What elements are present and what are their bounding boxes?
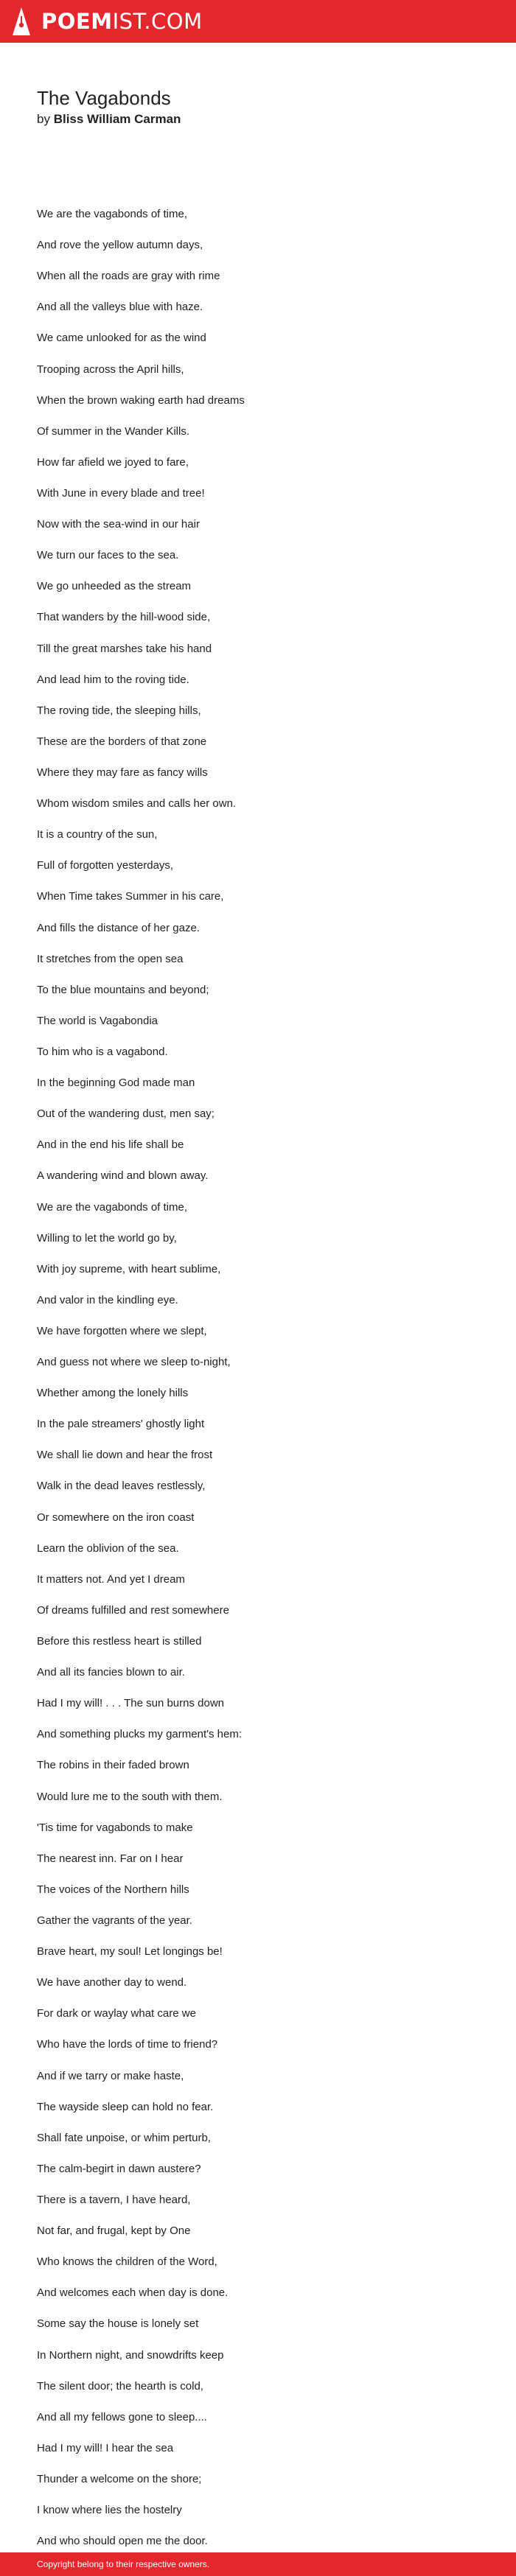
poem-line: We have forgotten where we slept, xyxy=(37,1324,207,1337)
poem-line: Out of the wandering dust, men say; xyxy=(37,1107,215,1121)
poem-line: Where they may fare as fancy wills xyxy=(37,766,208,779)
poem-line: Till the great marshes take his hand xyxy=(37,642,212,655)
poem-line: Shall fate unpoise, or whim perturb, xyxy=(37,2131,211,2144)
poem-line: And all its fancies blown to air. xyxy=(37,1666,185,1679)
poem-line: It matters not. And yet I dream xyxy=(37,1572,185,1586)
poem-line: The world is Vagabondia xyxy=(37,1014,158,1027)
poem-line: Who knows the children of the Word, xyxy=(37,2255,217,2269)
logo-light-text: IST.COM xyxy=(112,9,203,34)
site-logo[interactable] xyxy=(41,9,203,34)
poem-line: Before this restless heart is stilled xyxy=(37,1635,202,1648)
pen-nib-icon[interactable] xyxy=(12,7,31,36)
poem-line: The wayside sleep can hold no fear. xyxy=(37,2100,214,2113)
poem-line: When Time takes Summer in his care, xyxy=(37,890,224,903)
poem-line: Or somewhere on the iron coast xyxy=(37,1511,195,1524)
poem-line: Learn the oblivion of the sea. xyxy=(37,1541,179,1555)
poem-line: The calm-begirt in dawn austere? xyxy=(37,2162,201,2175)
poem-title: The Vagabonds xyxy=(37,87,171,109)
poem-line: When all the roads are gray with rime xyxy=(37,270,220,283)
poem-line: With joy supreme, with heart sublime, xyxy=(37,1262,221,1275)
poem-line: Some say the house is lonely set xyxy=(37,2317,199,2331)
poem-line: And who should open me the door. xyxy=(37,2535,208,2548)
poem-line: With June in every blade and tree! xyxy=(37,486,205,500)
poem-line: And rove the yellow autumn days, xyxy=(37,239,203,252)
poem-line: To the blue mountains and beyond; xyxy=(37,983,209,996)
poem-line: And lead him to the roving tide. xyxy=(37,673,189,686)
poem-line: For dark or waylay what care we xyxy=(37,2007,196,2020)
poem-line: In Northern night, and snowdrifts keep xyxy=(37,2348,224,2362)
poem-line: Had I my will! I hear the sea xyxy=(37,2441,174,2454)
author-name: Bliss William Carman xyxy=(53,112,181,126)
poem-line: It stretches from the open sea xyxy=(37,952,184,965)
poem-line: The nearest inn. Far on I hear xyxy=(37,1852,184,1865)
poem-line: And all my fellows gone to sleep.... xyxy=(37,2410,207,2423)
poem-line: We are the vagabonds of time, xyxy=(37,208,188,220)
poem-line: Of summer in the Wander Kills. xyxy=(37,424,190,438)
poem-line: We are the vagabonds of time, xyxy=(37,1200,188,1214)
poem-line: And guess not where we sleep to-night, xyxy=(37,1356,231,1369)
poem-line: And welcomes each when day is done. xyxy=(37,2286,229,2300)
site-header xyxy=(0,0,516,43)
poem-line: Walk in the dead leaves restlessly, xyxy=(37,1480,206,1493)
poem-line: How far afield we joyed to fare, xyxy=(37,455,189,469)
poem-line: These are the borders of that zone xyxy=(37,735,207,748)
poem-line: Had I my will! . . . The sun burns down xyxy=(37,1697,224,1710)
poem-line: We have another day to wend. xyxy=(37,1976,187,1989)
copyright-text: Copyright belong to their respective owners. xyxy=(37,2559,210,2569)
poem-line: Full of forgotten yesterdays, xyxy=(37,859,174,872)
poem-line: Now with the sea-wind in our hair xyxy=(37,518,200,531)
poem-line: We came unlooked for as the wind xyxy=(37,332,206,345)
poem-line: There is a tavern, I have heard, xyxy=(37,2194,191,2206)
poem-line: Trooping across the April hills, xyxy=(37,363,184,376)
poem-line: To him who is a vagabond. xyxy=(37,1045,168,1058)
poem-line: Not far, and frugal, kept by One xyxy=(37,2225,191,2238)
poem-line: We go unheeded as the stream xyxy=(37,580,192,593)
poem-line: It is a country of the sun, xyxy=(37,828,158,841)
poem-line: The silent door; the hearth is cold, xyxy=(37,2379,203,2393)
poem-line: And valor in the kindling eye. xyxy=(37,1293,178,1306)
poem-line: Of dreams fulfilled and rest somewhere xyxy=(37,1603,229,1617)
poem-line: When the brown waking earth had dreams xyxy=(37,393,245,407)
poem-line: Would lure me to the south with them. xyxy=(37,1790,223,1803)
poem-line: Who have the lords of time to friend? xyxy=(37,2038,218,2051)
logo-bold-text: POEM xyxy=(41,9,113,34)
poem-line: And all the valleys blue with haze. xyxy=(37,301,203,314)
poem-line: In the beginning God made man xyxy=(37,1077,195,1090)
poem-line: The robins in their faded brown xyxy=(37,1759,189,1772)
poem-line: And fills the distance of her gaze. xyxy=(37,921,200,934)
poem-line: Thunder a welcome on the shore; xyxy=(37,2472,202,2485)
poem-line: The roving tide, the sleeping hills, xyxy=(37,704,201,717)
poem-line: We shall lie down and hear the frost xyxy=(37,1449,213,1462)
poem-line: In the pale streamers' ghostly light xyxy=(37,1418,205,1431)
poem-line: Whether among the lonely hills xyxy=(37,1387,189,1400)
poem-body xyxy=(37,199,479,2557)
poem-line: Whom wisdom smiles and calls her own. xyxy=(37,797,237,811)
site-footer xyxy=(0,2552,516,2576)
by-label: by xyxy=(37,112,50,126)
poem-line: Gather the vagrants of the year. xyxy=(37,1914,192,1928)
poem-line: Willing to let the world go by, xyxy=(37,1231,177,1245)
poem-byline xyxy=(37,111,479,127)
poem-line: And in the end his life shall be xyxy=(37,1138,184,1152)
poem-content xyxy=(37,87,479,2548)
poem-line: 'Tis time for vagabonds to make xyxy=(37,1821,193,1834)
poem-line: That wanders by the hill-wood side, xyxy=(37,611,211,624)
poem-line: Brave heart, my soul! Let longings be! xyxy=(37,1945,223,1959)
poem-line: I know where lies the hostelry xyxy=(37,2504,182,2517)
poem-line: The voices of the Northern hills xyxy=(37,1883,189,1896)
poem-line: A wandering wind and blown away. xyxy=(37,1169,209,1183)
poem-line: And if we tarry or make haste, xyxy=(37,2069,184,2082)
poem-line: And something plucks my garment's hem: xyxy=(37,1728,242,1741)
poem-line: We turn our faces to the sea. xyxy=(37,549,179,562)
